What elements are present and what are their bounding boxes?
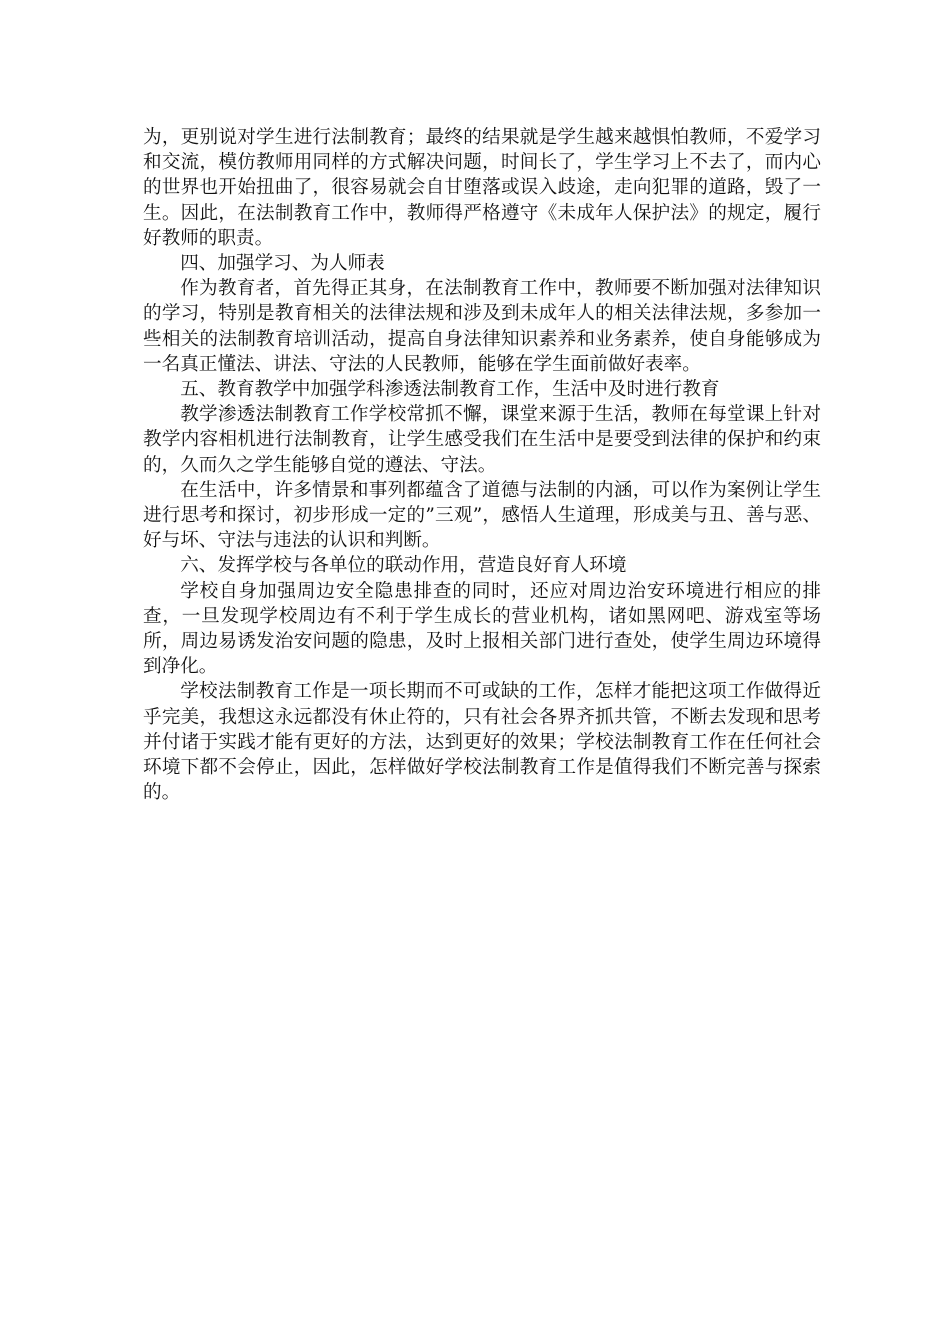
paragraph: 学校自身加强周边安全隐患排查的同时，还应对周边治安环境进行相应的排查，一旦发现学校周边有不利于学生成长的营业机构，诸如黑网吧、游戏室等场所，周边易诱发治安问题的隐患，及时上报相关部门进行查处，使学生周边环境得到净化。 — [143, 580, 821, 678]
paragraph-continuation: 为，更别说对学生进行法制教育；最终的结果就是学生越来越惧怕教师，不爱学习和交流，模仿教师用同样的方式解决问题，时间长了，学生学习上不去了，而内心的世界也开始扭曲了，很容易就会自甘堕落或误入歧途，走向犯罪的道路，毁了一生。因此，在法制教育工作中，教师得严格遵守《未成年人保护法》的规定，履行好教师的职责。 — [143, 127, 821, 249]
section-heading-4: 四、加强学习、为人师表 — [180, 253, 385, 275]
paragraph: 教学渗透法制教育工作学校常抓不懈，课堂来源于生活，教师在每堂课上针对教学内容相机进行法制教育，让学生感受我们在生活中是要受到法律的保护和约束的，久而久之学生能够自觉的遵法、守法。 — [143, 404, 821, 476]
section-heading-5: 五、教育教学中加强学科渗透法制教育工作，生活中及时进行教育 — [180, 379, 720, 401]
section-heading-6: 六、发挥学校与各单位的联动作用，营造良好育人环境 — [180, 555, 627, 577]
paragraph: 在生活中，许多情景和事列都蕴含了道德与法制的内涵，可以作为案例让学生进行思考和探讨，初步形成一定的”三观”，感悟人生道理，形成美与丑、善与恶、好与坏、守法与违法的认识和判断。 — [143, 479, 821, 552]
document-body — [143, 125, 821, 805]
paragraph-conclusion: 学校法制教育工作是一项长期而不可或缺的工作，怎样才能把这项工作做得近乎完美，我想这永远都没有休止符的，只有社会各界齐抓共管，不断去发现和思考并付诸于实践才能有更好的方法，达到更好的效果；学校法制教育工作在任何社会环境下都不会停止，因此，怎样做好学校法制教育工作是值得我们不断完善与探索的。 — [143, 681, 821, 804]
paragraph: 作为教育者，首先得正其身，在法制教育工作中，教师要不断加强对法律知识的学习，特别是教育相关的法律法规和涉及到未成年人的相关法律法规，多参加一些相关的法制教育培训活动，提高自身法律知识素养和业务素养，使自身能够成为一名真正懂法、讲法、守法的人民教师，能够在学生面前做好表率。 — [143, 278, 821, 375]
